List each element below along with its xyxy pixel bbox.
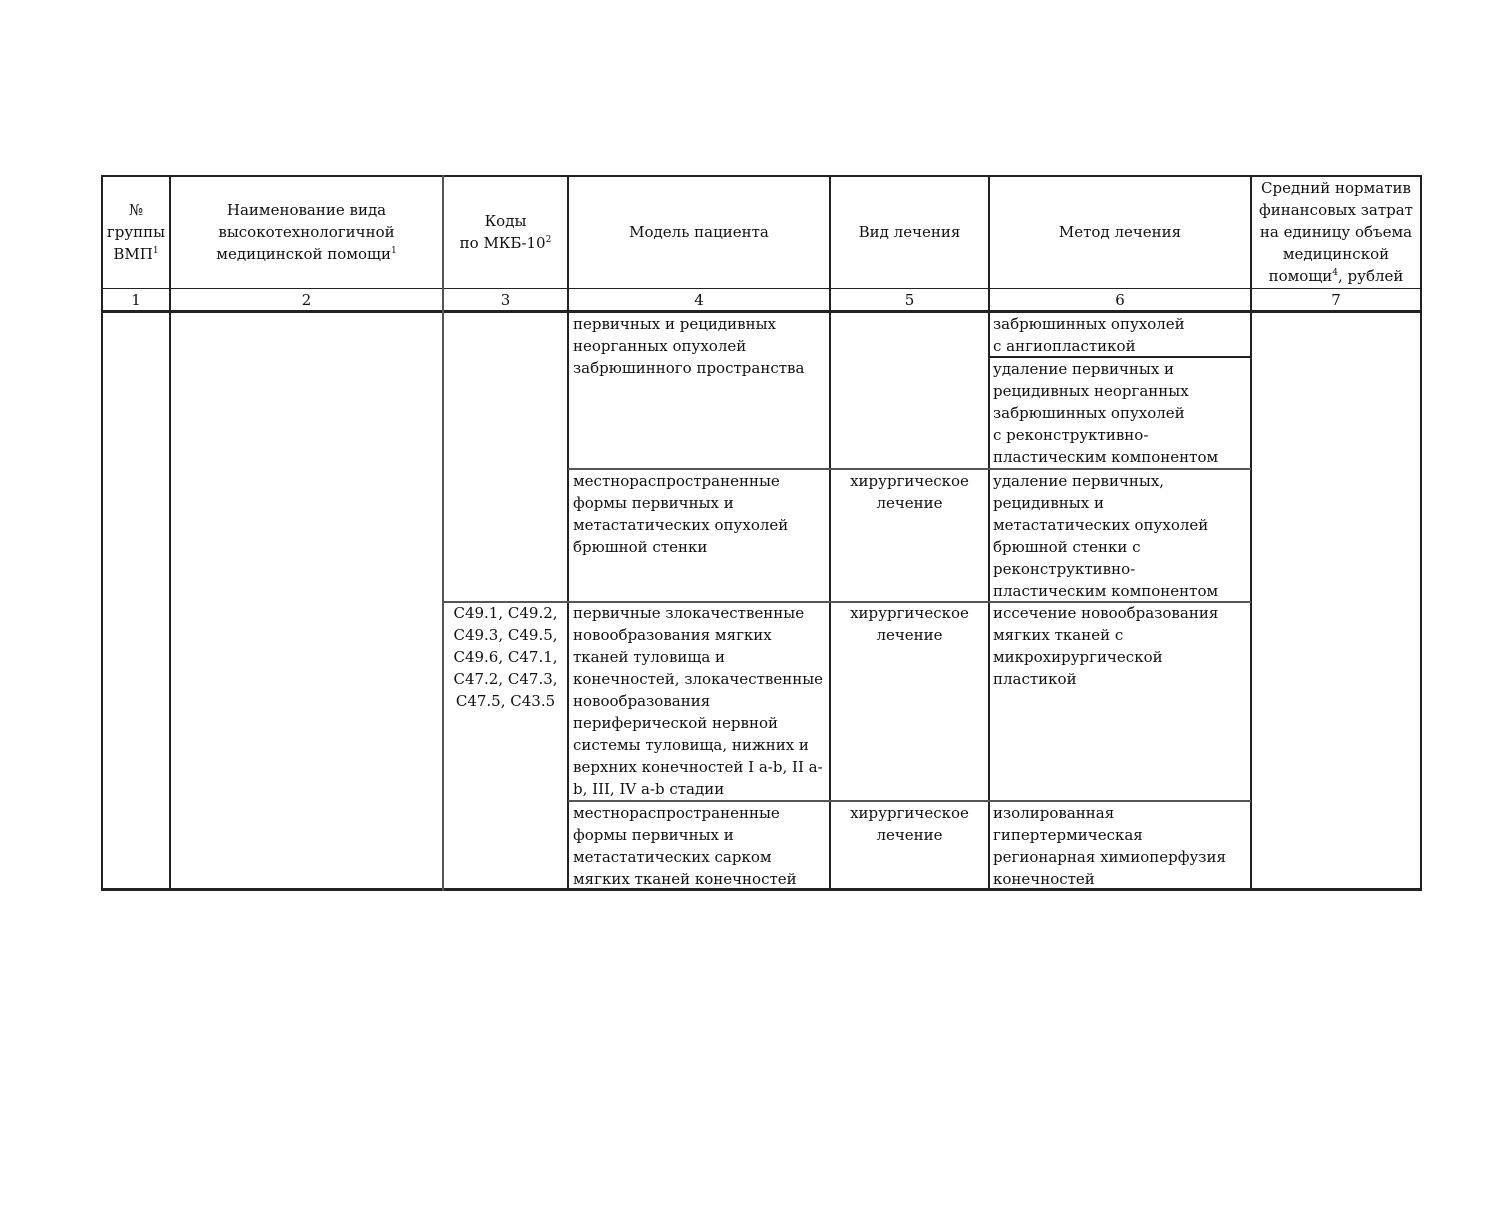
header-financial-norm (1252, 177, 1420, 287)
column-number: 5 (904, 291, 915, 309)
header-treatment-method: Метод лечения (1058, 223, 1182, 241)
header-col7-suffix: , рублей (1338, 267, 1404, 285)
header-patient-model: Модель пациента (629, 223, 769, 241)
column-number: 4 (694, 291, 704, 309)
column-number: 6 (1115, 291, 1125, 309)
footnote-4: 4 (1332, 268, 1338, 278)
footnote-1: 1 (152, 246, 159, 256)
column-number: 1 (131, 291, 141, 309)
treatment-method-cell: забрюшинных опухолей с ангиопластикой (993, 315, 1185, 355)
header-icd-codes (444, 210, 567, 254)
header-care-type-name (171, 199, 442, 265)
patient-model-cell: местнораспространенные формы первичных и метастатических опухолей брюшной стенки (573, 472, 789, 556)
table-border-top (101, 175, 1422, 177)
header-col7-text: Средний норматив финансовых затрат на единицу объема медицинской помощи (1259, 179, 1413, 285)
treatment-method-cell: изолированная гипертермическая регионарная химиоперфузия конечностей (993, 804, 1226, 888)
patient-model-cell: местнораспространенные формы первичных и метастатических сарком мягких тканей конечностей (573, 804, 797, 888)
patient-model-cell: первичные злокачественные новообразования мягких тканей туловища и конечностей, злокачественные новообразования периферической нервной системы туловища, нижних и верхних конечностей I a-b, II a- b, III, IV a-b стадии (573, 604, 824, 798)
col-divider-4 (829, 175, 831, 891)
column-number: 3 (500, 291, 511, 309)
table-border-right (1420, 175, 1422, 891)
treatment-type-cell: хирургическое лечение (850, 604, 969, 644)
footnote-1: 1 (390, 246, 397, 256)
treatment-type-cell: хирургическое лечение (850, 804, 969, 844)
patient-model-cell: первичных и рецидивных неорганных опухолей забрюшинного пространства (573, 315, 805, 377)
treatment-method-cell: иссечение новообразования мягких тканей с микрохирургической пластикой (993, 604, 1219, 688)
column-number: 7 (1331, 291, 1341, 309)
col-divider-1 (169, 175, 171, 891)
table-border-left (101, 175, 103, 891)
col-divider-3 (567, 175, 569, 891)
col-divider-5 (988, 175, 990, 891)
treatment-method-cell: удаление первичных и рецидивных неорганных забрюшинных опухолей с реконструктивно- пластическим компонентом (993, 360, 1219, 466)
footnote-2: 2 (545, 235, 552, 245)
column-number: 2 (301, 291, 312, 309)
header-col3-text: Коды по МКБ-10 (459, 212, 546, 252)
treatment-type-cell: хирургическое лечение (850, 472, 969, 512)
header-group-number (103, 199, 169, 265)
header-col2-text: Наименование вида высокотехнологичной медицинской помощи (216, 201, 395, 263)
col-divider-2 (442, 175, 444, 891)
header-col1-text: № группы ВМП (106, 201, 166, 263)
icd-codes-cell: C49.1, C49.2, C49.3, C49.5, C49.6, C47.1, C47.2, C47.3, C47.5, C43.5 (453, 604, 558, 710)
header-treatment-type: Вид лечения (858, 223, 961, 241)
treatment-method-cell: удаление первичных, рецидивных и метастатических опухолей брюшной стенки с реконструктивно- пластическим компонентом (993, 472, 1219, 600)
